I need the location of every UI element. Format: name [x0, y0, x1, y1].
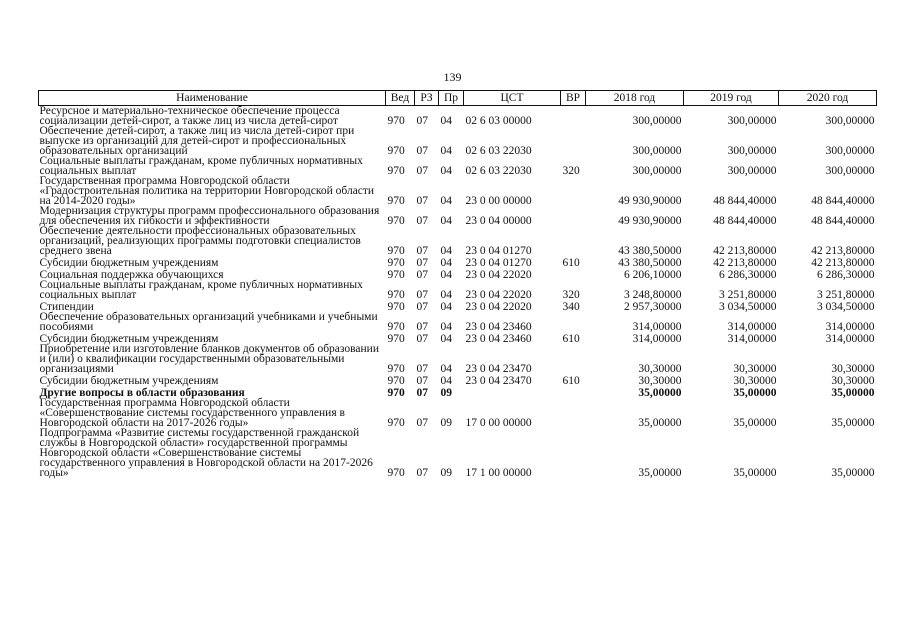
table-row [39, 106, 877, 127]
row-pr: 04 [440, 301, 452, 313]
row-value-2019: 35,00000 [733, 467, 777, 479]
row-rz: 07 [416, 301, 428, 313]
row-value-2018: 35,00000 [638, 417, 682, 429]
row-value-2019: 300,00000 [727, 145, 777, 157]
row-value-2019: 35,00000 [733, 387, 777, 399]
row-cst [464, 386, 561, 398]
row-name: Социальные выплаты гражданам, кроме публичных нормативных социальных выплат [39, 155, 363, 177]
row-value-2019: 6 286,30000 [719, 269, 777, 281]
row-value-2018: 3 248,80000 [624, 289, 682, 301]
row-value-2019: 30,30000 [733, 363, 777, 375]
header-ved: Вед [386, 91, 415, 106]
row-pr: 09 [440, 417, 452, 429]
budget-table [38, 90, 877, 478]
table-row [39, 374, 877, 386]
row-rz: 07 [416, 387, 428, 399]
row-value-2020: 48 844,40000 [811, 215, 875, 227]
row-cst: 23 0 04 23460 [465, 333, 532, 345]
row-value-2018: 35,00000 [638, 387, 682, 399]
row-vr [561, 176, 586, 206]
row-rz: 07 [416, 363, 428, 375]
row-rz: 07 [416, 269, 428, 281]
table-row [39, 344, 877, 374]
table-header-row [39, 91, 877, 106]
row-name: Ресурсное и материально-техническое обеспечение процесса социализации детей-сирот, а также лиц из числа детей-сирот [39, 105, 340, 127]
row-cst: 23 0 04 00000 [465, 215, 532, 227]
row-value-2020: 6 286,30000 [817, 269, 875, 281]
row-name: Другие вопросы в области образования [39, 387, 245, 399]
row-value-2019: 300,00000 [727, 115, 777, 127]
header-cst: ЦСТ [464, 91, 561, 106]
row-vr [561, 226, 586, 256]
row-vr [561, 428, 586, 478]
row-pr: 04 [440, 195, 452, 207]
row-value-2018: 49 930,90000 [618, 215, 682, 227]
row-vr [561, 268, 586, 280]
row-rz: 07 [416, 257, 428, 269]
row-ved: 970 [387, 321, 405, 333]
row-rz: 07 [416, 165, 428, 177]
row-name: Социальная поддержка обучающихся [39, 269, 224, 281]
row-rz: 07 [416, 195, 428, 207]
row-value-2018: 43 380,50000 [618, 257, 682, 269]
row-value-2018: 314,00000 [632, 333, 682, 345]
table-row [39, 398, 877, 428]
row-pr: 04 [440, 215, 452, 227]
header-rz: РЗ [415, 91, 439, 106]
row-vr [561, 312, 586, 332]
row-value-2019: 48 844,40000 [713, 215, 777, 227]
row-ved: 970 [387, 245, 405, 257]
table-row [39, 226, 877, 256]
row-ved: 970 [387, 289, 405, 301]
row-pr: 04 [440, 321, 452, 333]
table-row [39, 126, 877, 156]
row-value-2019: 35,00000 [733, 417, 777, 429]
row-name: Социальные выплаты гражданам, кроме публичных нормативных социальных выплат [39, 279, 363, 301]
row-rz: 07 [416, 245, 428, 257]
row-name: Обеспечение деятельности профессиональных образовательных организаций, реализующих программы подготовки специалистов среднего звена [39, 225, 361, 257]
row-vr [561, 206, 586, 226]
row-cst: 02 6 03 22030 [465, 165, 532, 177]
row-vr [561, 344, 586, 374]
row-value-2018: 300,00000 [632, 115, 682, 127]
row-vr [561, 126, 586, 156]
row-value-2018: 43 380,50000 [618, 245, 682, 257]
row-ved: 970 [387, 115, 405, 127]
row-pr: 04 [440, 269, 452, 281]
row-value-2018: 35,00000 [638, 467, 682, 479]
row-cst: 23 0 00 00000 [465, 195, 532, 207]
table-row [39, 312, 877, 332]
row-value-2019: 300,00000 [727, 165, 777, 177]
row-cst: 23 0 04 23470 [465, 375, 532, 387]
row-pr: 04 [440, 257, 452, 269]
row-cst: 23 0 04 22020 [465, 269, 532, 281]
row-name: Модернизация структуры программ профессионального образования для обеспечения их гибкости и эффективности [39, 205, 380, 227]
row-value-2020: 300,00000 [825, 115, 875, 127]
header-2019: 2019 год [684, 91, 779, 106]
row-value-2018: 30,30000 [638, 375, 682, 387]
row-vr [561, 106, 586, 127]
row-value-2020: 300,00000 [825, 165, 875, 177]
row-rz: 07 [416, 289, 428, 301]
header-vr: ВР [561, 91, 586, 106]
row-value-2020: 35,00000 [831, 467, 875, 479]
row-value-2018: 2 957,30000 [624, 301, 682, 313]
row-ved: 970 [387, 257, 405, 269]
row-name: Обеспечение образовательных организаций учебниками и учебными пособиями [39, 311, 378, 333]
row-value-2018: 300,00000 [632, 145, 682, 157]
header-2020: 2020 год [779, 91, 877, 106]
row-ved: 970 [387, 165, 405, 177]
row-pr: 04 [440, 363, 452, 375]
row-value-2019: 30,30000 [733, 375, 777, 387]
row-value-2020: 42 213,80000 [811, 245, 875, 257]
row-value-2018: 6 206,10000 [624, 269, 682, 281]
row-value-2019: 48 844,40000 [713, 195, 777, 207]
table-row [39, 176, 877, 206]
row-value-2020: 3 251,80000 [817, 289, 875, 301]
table-row [39, 428, 877, 478]
table-row [39, 280, 877, 300]
row-pr: 09 [440, 387, 452, 399]
row-ved: 970 [387, 363, 405, 375]
row-value-2020: 300,00000 [825, 145, 875, 157]
row-cst: 23 0 04 01270 [465, 245, 532, 257]
row-ved: 970 [387, 269, 405, 281]
row-vr [561, 398, 586, 428]
row-cst: 23 0 04 23460 [465, 321, 532, 333]
row-ved: 970 [387, 375, 405, 387]
row-pr: 04 [440, 289, 452, 301]
row-value-2018: 314,00000 [632, 321, 682, 333]
row-value-2020: 48 844,40000 [811, 195, 875, 207]
row-rz: 07 [416, 333, 428, 345]
row-value-2020: 314,00000 [825, 321, 875, 333]
header-name: Наименование [39, 91, 386, 106]
row-ved: 970 [387, 195, 405, 207]
row-cst: 23 0 04 01270 [465, 257, 532, 269]
row-value-2020: 3 034,50000 [817, 301, 875, 313]
row-value-2019: 42 213,80000 [713, 245, 777, 257]
row-name: Государственная программа Новгородской области «Градостроительная политика на территории Новгородской области на 2014-2020 годы» [39, 175, 375, 207]
row-vr: 610 [562, 333, 580, 345]
row-rz: 07 [416, 215, 428, 227]
row-ved: 970 [387, 301, 405, 313]
row-name: Субсидии бюджетным учреждениям [39, 257, 219, 269]
row-rz: 07 [416, 375, 428, 387]
row-name: Субсидии бюджетным учреждениям [39, 333, 219, 345]
row-cst: 23 0 04 23470 [465, 363, 532, 375]
row-pr: 04 [440, 375, 452, 387]
row-value-2019: 314,00000 [727, 333, 777, 345]
row-value-2020: 314,00000 [825, 333, 875, 345]
row-ved: 970 [387, 333, 405, 345]
row-rz: 07 [416, 145, 428, 157]
row-cst: 17 1 00 00000 [465, 467, 532, 479]
table-row [39, 156, 877, 176]
row-name: Государственная программа Новгородской области «Совершенствование системы государственного управления в Новгородской области на 2017-2026 годы» [39, 397, 345, 429]
row-rz: 07 [416, 467, 428, 479]
row-value-2019: 42 213,80000 [713, 257, 777, 269]
row-pr: 04 [440, 333, 452, 345]
row-name: Подпрограмма «Развитие системы государственной гражданской службы в Новгородской области» государственной программы Новгородской области «Совершенствование системы государственного управления в Новгородской области на 2017-2026 годы» [39, 427, 373, 479]
row-value-2020: 30,30000 [831, 375, 875, 387]
row-ved: 970 [387, 145, 405, 157]
row-name: Обеспечение детей-сирот, а также лиц из числа детей-сирот при выпуске из организаций для детей-сирот и профессиональных образовательных организаций [39, 125, 355, 157]
row-pr: 04 [440, 165, 452, 177]
row-vr: 340 [562, 301, 580, 313]
header-2018: 2018 год [586, 91, 684, 106]
row-cst: 23 0 04 22020 [465, 301, 532, 313]
row-value-2018: 300,00000 [632, 165, 682, 177]
table-row [39, 256, 877, 268]
row-value-2019: 3 034,50000 [719, 301, 777, 313]
row-pr: 04 [440, 245, 452, 257]
row-vr: 610 [562, 257, 580, 269]
row-cst: 02 6 03 22030 [465, 145, 532, 157]
row-ved: 970 [387, 387, 405, 399]
row-vr [561, 386, 586, 398]
row-rz: 07 [416, 417, 428, 429]
table-row [39, 206, 877, 226]
row-value-2018: 49 930,90000 [618, 195, 682, 207]
row-cst: 02 6 03 00000 [465, 115, 532, 127]
row-value-2019: 3 251,80000 [719, 289, 777, 301]
row-rz: 07 [416, 115, 428, 127]
row-value-2018: 30,30000 [638, 363, 682, 375]
row-vr: 320 [562, 165, 580, 177]
row-value-2020: 35,00000 [831, 417, 875, 429]
row-name: Приобретение или изготовление бланков документов об образовании и (или) о квалификации государственными образовательными организациями [39, 343, 379, 375]
row-rz: 07 [416, 321, 428, 333]
row-vr: 610 [562, 375, 580, 387]
row-value-2020: 42 213,80000 [811, 257, 875, 269]
row-name: Стипендии [39, 301, 94, 313]
row-ved: 970 [387, 417, 405, 429]
row-cst: 17 0 00 00000 [465, 417, 532, 429]
row-pr: 04 [440, 115, 452, 127]
row-cst: 23 0 04 22020 [465, 289, 532, 301]
row-pr: 09 [440, 467, 452, 479]
header-pr: Пр [439, 91, 464, 106]
row-ved: 970 [387, 215, 405, 227]
row-ved: 970 [387, 467, 405, 479]
row-value-2020: 30,30000 [831, 363, 875, 375]
row-name: Субсидии бюджетным учреждениям [39, 375, 219, 387]
row-value-2019: 314,00000 [727, 321, 777, 333]
row-pr: 04 [440, 145, 452, 157]
row-vr: 320 [562, 289, 580, 301]
page-number: 139 [443, 70, 462, 84]
row-value-2020: 35,00000 [831, 387, 875, 399]
